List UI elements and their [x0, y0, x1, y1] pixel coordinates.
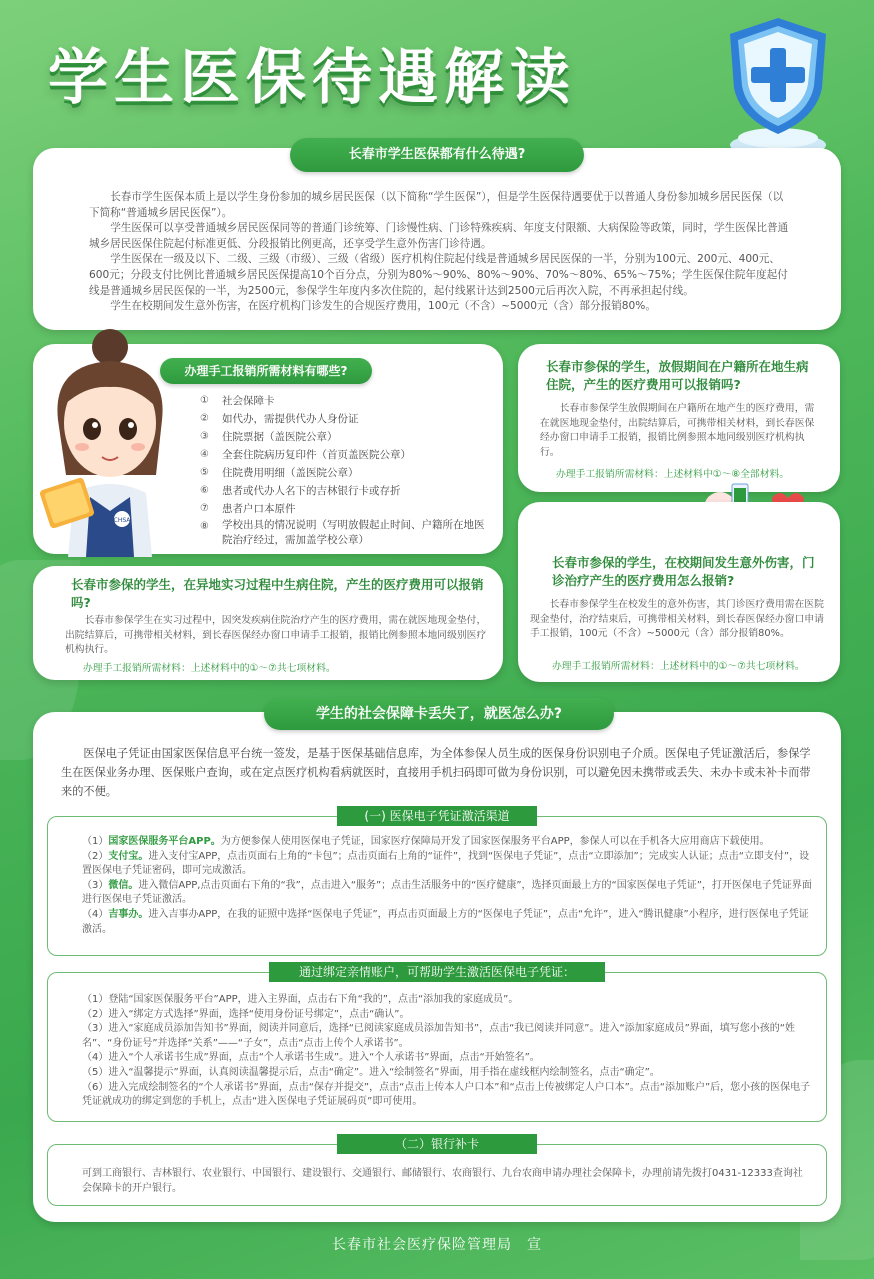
- materials-list: [200, 392, 490, 548]
- footer-publisher: 长春市社会医疗保险管理局 宣: [332, 1237, 542, 1253]
- list-item: （6）进入完成绘制签名的“个人承诺书”界面，点击“保存并提交”，点击“点击上传本人户口本”和“点击上传被绑定人户口本”。点击“添加账户”后，您小孩的医保电子凭证就成功的绑定到您的手机上，点击“进入医保电子凭证展码页”即可使用。: [82, 1081, 811, 1108]
- benefits-paragraph: 学生医保可以享受普通城乡居民医保同等的普通门诊统筹、门诊慢性病、门诊特殊疾病、年度支付限额、大病保险等政策，同时，学生医保比普通城乡居民医保住院起付标准更低、分段报销比例更高，还享受学生意外伤害门诊待遇。: [89, 222, 789, 250]
- list-item: （1）国家医保服务平台APP。为方便参保人使用医保电子凭证，国家医疗保障局开发了国家医保服务平台APP，参保人可以在手机各大应用商店下载使用。: [82, 836, 770, 847]
- bank-reissue-text: 可到工商银行、吉林银行、农业银行、中国银行、建设银行、交通银行、邮储银行、农商银行、九台农商申请办理社会保障卡，办理前请先拨打0431-12333查询社会保障卡的开户银行。: [82, 1168, 803, 1194]
- list-item: （5）进入“温馨提示”界面，认真阅读温馨提示后，点击“确定”。进入“绘制签名”界面，用手指在虚线框内绘制签名，点击“确定”。: [82, 1066, 660, 1078]
- activation-channels-label: (一) 医保电子凭证激活渠道: [337, 806, 537, 826]
- benefits-paragraph: 学生医保在一级及以下、二级、三级（市级）、三级（省级）医疗机构住院起付线是普通城乡居民医保的一半，分别为100元、200元、400元、600元；分段支付比例比普通城乡居民医保提高10个百分点，分别为80%～90%、80%～90%、70%～80%、65%～75%；学生医保住院年度起付线是普通城乡居民医保的一半，为2500元，参保学生年度内多次住院的，起付线累计达到2500元后再次入院，不再承担起付线。: [89, 253, 788, 297]
- materials-heading: 办理手工报销所需材料有哪些?: [160, 358, 372, 384]
- family-account-label: 通过绑定亲情账户，可帮助学生激活医保电子凭证：: [269, 962, 605, 982]
- lost-card-section: [33, 712, 841, 1222]
- internship-note: 办理手工报销所需材料：上述材料中的①～⑦共七项材料。: [83, 663, 336, 674]
- benefits-paragraph: 长春市学生医保本质上是以学生身份参加的城乡居民医保（以下简称“学生医保”），但是学生医保待遇要优于以普通人身份参加城乡居民医保（以下简称“普通城乡居民医保”）。: [89, 191, 784, 219]
- family-steps: [82, 993, 812, 1110]
- girl-illustration: [38, 325, 188, 557]
- list-item: ④ 全套住院病历复印件（首页盖医院公章）: [200, 449, 411, 461]
- list-item: ⑧ 学校出具的情况说明（写明放假起止时间、户籍所在地医院治疗经过，需加盖学校公章）: [200, 519, 485, 546]
- benefits-card: [33, 148, 841, 330]
- lost-card-heading: 学生的社会保障卡丢失了，就医怎么办?: [264, 698, 614, 730]
- channel-list: [82, 835, 812, 937]
- holiday-question: 长春市参保的学生，放假期间在户籍所在地生病住院，产生的医疗费用可以报销吗?: [546, 359, 809, 392]
- list-item: （1）登陆“国家医保服务平台”APP，进入主界面，点击右下角“我的”，点击“添加我的家庭成员”。: [82, 994, 519, 1005]
- list-item: ⑦ 患者户口本原件: [200, 503, 296, 515]
- list-item: ① 社会保障卡: [200, 395, 275, 407]
- list-item: ⑥ 患者或代办人名下的吉林银行卡或存折: [200, 485, 401, 497]
- bank-reissue-label: （二）银行补卡: [337, 1134, 537, 1154]
- internship-answer: 长春市参保学生在实习过程中，因突发疾病住院治疗产生的医疗费用，需在就医地现金垫付，出院结算后，可携带相关材料，到长春医保经办窗口申请手工报销，报销比例参照本地同级别医疗机构执行。: [65, 615, 487, 655]
- holiday-note: 办理手工报销所需材料：上述材料中①～⑧全部材料。: [556, 469, 790, 480]
- activation-channels-box: [47, 816, 827, 956]
- list-item: （4）吉事办。进入吉事办APP，在我的证照中选择“医保电子凭证”，再点击页面最上方的“医保电子凭证”，点击“允许”，进入“腾讯健康”小程序，进行医保电子凭证激活。: [82, 908, 809, 935]
- family-account-box: [47, 972, 827, 1122]
- injury-answer: 长春市参保学生在校发生的意外伤害，其门诊医疗费用需在医院现金垫付，治疗结束后，可携带相关材料，到长春医保经办窗口申请手工报销，100元（不含）~5000元（含）部分报销80%。: [530, 599, 824, 639]
- internship-question: 长春市参保的学生，在异地实习过程中生病住院，产生的医疗费用可以报销吗?: [71, 577, 484, 610]
- page-title: 学生医保待遇解读: [48, 43, 576, 113]
- chsa-badge: CHSA: [113, 517, 131, 524]
- lost-card-intro: 医保电子凭证由国家医保信息平台统一签发，是基于医保基础信息库，为全体参保人员生成的医保身份识别电子介质。医保电子凭证激活后，参保学生在医保业务办理、医保账户查询，或在定点医疗机构看病就医时，直接用手机扫码即可做为身份识别，可以避免因未携带或丢失、未办卡或未补卡而带来的不便。: [61, 747, 811, 798]
- injury-note: 办理手工报销所需材料：上述材料中的①～⑦共七项材料。: [552, 661, 805, 672]
- list-item: （3）微信。进入微信APP,点击页面右下角的“我”，点击进入“服务”；点击生活服务中的“医疗健康”，选择页面最上方的“国家医保电子凭证”，打开医保电子凭证界面进行医保电子凭证激活。: [82, 879, 812, 906]
- injury-question: 长春市参保的学生，在校期间发生意外伤害，门诊治疗产生的医疗费用怎么报销?: [552, 555, 815, 588]
- list-item: （3）进入“家庭成员添加告知书”界面，阅读并同意后，选择“已阅读家庭成员添加告知书”，点击“我已阅读并同意”。进入“添加家庭成员”界面，填写您小孩的“姓名”、“身份证号”并选择“关系”——“子女”，点击“点击上传个人承诺书”。: [82, 1023, 795, 1049]
- list-item: （2）支付宝。进入支付宝APP，点击页面右上角的“卡包”；点击页面右上角的“证件”，找到“医保电子凭证”，点击“立即添加”；完成实人认证；点击“立即支付”，设置医保电子凭证密码，即可完成激活。: [82, 850, 810, 877]
- benefits-text: [89, 190, 789, 315]
- list-item: （2）进入“绑定方式选择”界面，选择“使用身份证号绑定”，点击“确认”。: [82, 1008, 410, 1020]
- list-item: ③ 住院票据（盖医院公章）: [200, 431, 338, 443]
- benefits-heading: 长春市学生医保都有什么待遇?: [290, 138, 584, 172]
- internship-card: [33, 566, 503, 680]
- benefits-paragraph: 学生在校期间发生意外伤害，在医疗机构门诊发生的合规医疗费用，100元（不含）~5000元（含）部分报销80%。: [110, 300, 656, 313]
- medical-shield-icon: [718, 10, 838, 160]
- list-item: （4）进入“个人承诺书生成”界面，点击“个人承诺书生成”。进入“个人承诺书”界面，点击“开始签名”。: [82, 1052, 540, 1064]
- list-item: ⑤ 住院费用明细（盖医院公章）: [200, 467, 359, 479]
- holiday-card: [518, 344, 840, 492]
- holiday-answer: 长春市参保学生放假期间在户籍所在地产生的医疗费用，需在就医地现金垫付，出院结算后，可携带相关材料，到长春医保经办窗口申请手工报销，报销比例参照本地同级别医疗机构执行。: [540, 403, 815, 458]
- injury-card: [518, 502, 840, 682]
- list-item: ② 如代办，需提供代办人身份证: [200, 413, 359, 425]
